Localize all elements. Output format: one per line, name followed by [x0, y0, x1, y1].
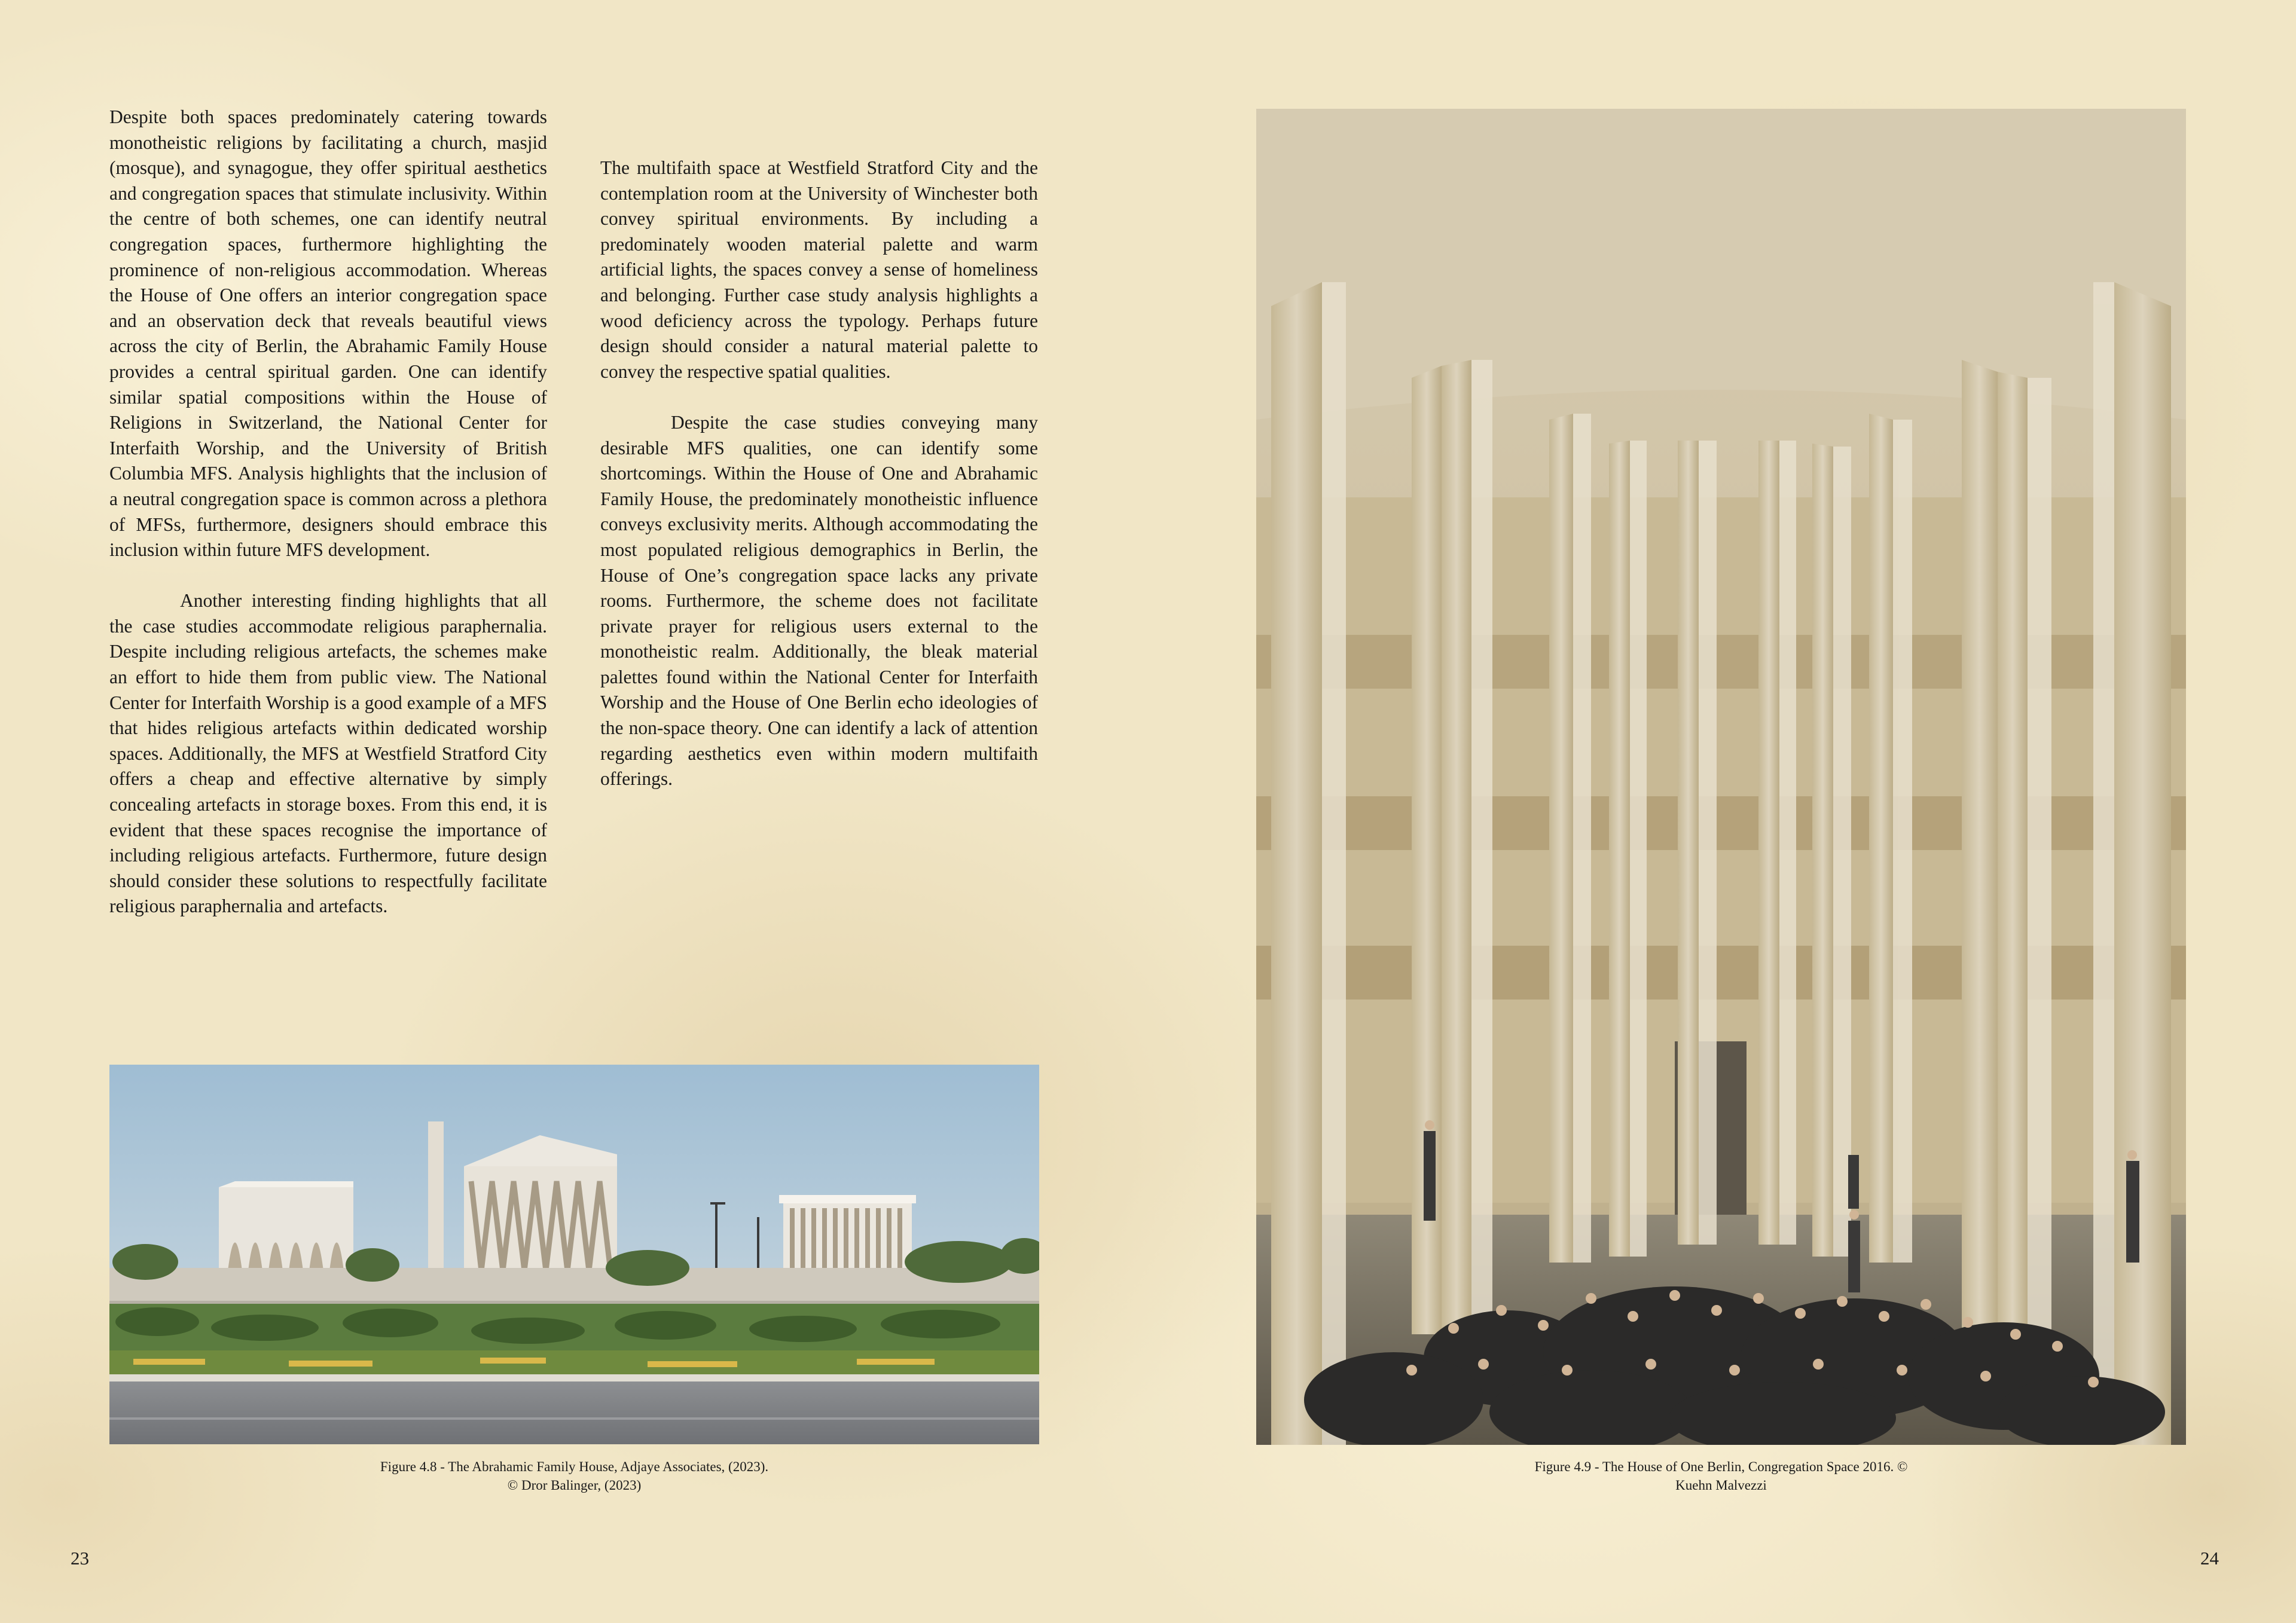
caption-line: Figure 4.8 - The Abrahamic Family House, Adjaye Associates, (2023). [380, 1459, 769, 1474]
paragraph: Despite both spaces predominately catering towards monotheistic religions by facilitating a church, masjid (mosque), and synagogue, they offer spiritual aesthetics and congregation spaces that stimulate inclusivity. Within the centre of both schemes, one can identify neutral congregation spaces, furthermore highlighting the prominence of non-religious accommodation. Whereas the House of One offers an interior congregation space and an observation deck that reveals beautiful views across the city of Berlin, the Abrahamic Family House provides a central spiritual garden. One can identify similar spatial compositions within the House of Religions in Switzerland, the National Center for Interfaith Worship, and the University of British Columbia MFS. Analysis highlights that the inclusion of a neutral congregation space is common across a plethora of MFSs, furthermore, designers should embrace this inclusion within future MFS development. [109, 106, 547, 561]
paragraph: Another interesting finding highlights that all the case studies accommodate religious paraphernalia. Despite including religious artefacts, the schemes make an effort to hide them from public view. The National Center for Interfaith Worship is a good example of a MFS that hides religious artefacts within dedicated worship spaces. Additionally, the MFS at Westfield Stratford City offers a cheap and effective alternative by simply concealing artefacts in storage boxes. From this end, it is evident that these spaces recognise the importance of including religious artefacts. Furthermore, future design should consider these solutions to respectfully facilitate religious paraphernalia and artefacts. [109, 590, 547, 917]
paragraph: The multifaith space at Westfield Stratford City and the contemplation room at the University of Winchester both convey spiritual environments. By including a predominately wooden material palette and warm artificial lights, the spaces convey a sense of homeliness and belonging. Further case study analysis highlights a wood deficiency across the typology. Perhaps future design should consider a natural material palette to convey the respective spatial qualities. [600, 157, 1038, 382]
text-column-2 [600, 155, 1038, 792]
page-number-left: 23 [71, 1548, 89, 1569]
figure-caption [109, 1457, 1039, 1494]
house-of-one-congregation-photo [1256, 109, 2186, 1445]
caption-line: Figure 4.9 - The House of One Berlin, Congregation Space 2016. © [1534, 1459, 1908, 1474]
caption-line: © Dror Balinger, (2023) [507, 1478, 642, 1493]
abrahamic-family-house-photo [109, 1065, 1039, 1444]
paragraph: Despite the case studies conveying many desirable MFS qualities, one can identify some shortcomings. Within the House of One and Abrahamic Family House, the predominately monotheistic influence conveys exclusivity merits. Although accommodating the most populated religious demographics in Berlin, the House of One’s congregation space lacks any private rooms. Furthermore, the scheme does not facilitate private prayer for religious users external to the monotheistic realm. Additionally, the bleak material palettes found within the National Center for Interfaith Worship and the House of One Berlin echo ideologies of the non-space theory. One can identify a lack of attention regarding aesthetics even within modern multifaith offerings. [600, 411, 1038, 790]
figure-caption [1256, 1457, 2186, 1494]
caption-line: Kuehn Malvezzi [1675, 1478, 1767, 1493]
page-number-right: 24 [2200, 1548, 2219, 1569]
text-column-1 [109, 105, 547, 919]
